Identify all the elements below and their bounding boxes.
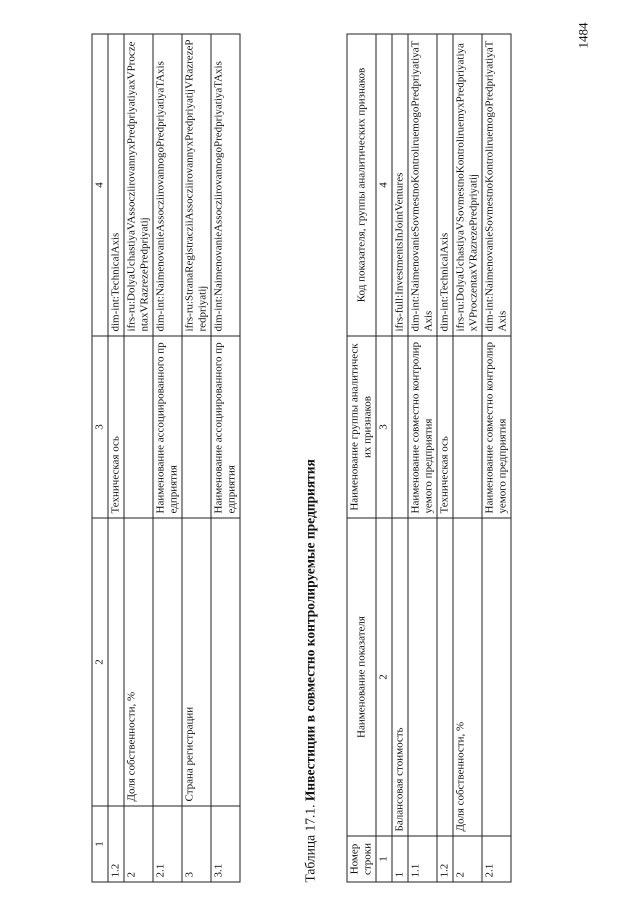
bottom-table <box>347 34 512 883</box>
indicator-name: Балансовая стоимость <box>392 518 408 836</box>
top-table-header-row <box>92 34 108 882</box>
table-row <box>153 34 182 882</box>
group-name: Наименование совместно контролируемого предприятия <box>482 336 511 518</box>
table-row <box>453 34 482 882</box>
row-number: 1.2 <box>108 806 124 882</box>
indicator-code: dim-int:NaimenovanieAssocziirovannogoPredpriyatiyaTAxis <box>153 34 182 336</box>
bottom-table-subheader-row <box>376 34 392 882</box>
group-name: Техническая ось <box>437 336 453 518</box>
group-name: Наименование ассоциированного предприятия <box>211 336 240 518</box>
indicator-name <box>482 518 511 836</box>
table-row <box>108 34 124 882</box>
subheader-cell: 3 <box>376 336 392 518</box>
indicator-name <box>108 518 124 806</box>
column-header-indicator-code: Код показателя, группы аналитических признаков <box>347 34 376 336</box>
indicator-name <box>437 518 453 836</box>
group-name: Техническая ось <box>108 336 124 518</box>
table-row <box>482 34 511 882</box>
row-number: 2 <box>453 836 482 882</box>
bottom-table-header-row <box>347 34 376 882</box>
group-name <box>392 336 408 518</box>
subheader-cell: 1 <box>376 836 392 882</box>
indicator-name: Доля собственности, % <box>124 518 153 806</box>
row-number: 1 <box>392 836 408 882</box>
table-row <box>437 34 453 882</box>
top-table <box>92 34 241 883</box>
caption-prefix: Таблица 17.1. <box>302 801 318 883</box>
row-number: 2.1 <box>482 836 511 882</box>
group-name <box>124 336 153 518</box>
indicator-code: dim-int:NaimenovanieSovmestnoKontroliruemogoPredpriyatiyaTAxis <box>482 34 511 336</box>
table-caption <box>302 35 320 883</box>
table-row <box>211 34 240 882</box>
row-number: 2.1 <box>153 806 182 882</box>
indicator-code: dim-int:NaimenovanieSovmestnoKontroliruemogoPredpriyatiyaTAxis <box>408 34 437 336</box>
indicator-code: ifrs-ru:StranaRegistracziiAssocziirovannyxPredpriyatijVRazrezePredpriyatij <box>182 34 211 336</box>
rotated-content <box>1 0 640 905</box>
header-cell: 1 <box>92 806 108 882</box>
column-header-group-name: Наименование группы аналитических признаков <box>347 336 376 518</box>
group-name <box>453 336 482 518</box>
column-header-row-number: Номер строки <box>347 836 376 882</box>
indicator-name <box>211 518 240 806</box>
row-number: 1.1 <box>408 836 437 882</box>
row-number: 1.2 <box>437 836 453 882</box>
indicator-code: ifrs-ru:DolyaUchastiyaVAssocziirovannyxPredpriyatiyaxVProczentaxVRazrezePredpriyatij <box>124 34 153 336</box>
subheader-cell: 2 <box>376 518 392 836</box>
page-number: 1484 <box>575 22 591 49</box>
indicator-name: Доля собственности, % <box>453 518 482 836</box>
indicator-code: dim-int:TechnicalAxis <box>437 34 453 336</box>
table-row <box>182 34 211 882</box>
indicator-code: ifrs-full:InvestmentsInJointVentures <box>392 34 408 336</box>
row-number: 2 <box>124 806 153 882</box>
header-cell: 4 <box>92 34 108 336</box>
table-row <box>392 34 408 882</box>
group-name <box>182 336 211 518</box>
row-number: 3.1 <box>211 806 240 882</box>
header-cell: 3 <box>92 336 108 518</box>
indicator-code: dim-int:NaimenovanieAssocziirovannogoPredpriyatiyaTAxis <box>211 34 240 336</box>
indicator-code: ifrs-ru:DolyaUchastiyaVSovmestnoKontroliruemyxPredpriyatiyaxVProczentaxVRazrezePredpriyatij <box>453 34 482 336</box>
column-header-indicator-name: Наименование показателя <box>347 518 376 836</box>
caption-title: Инвестиции в совместно контролируемые предприятия <box>302 459 318 802</box>
table-row <box>408 34 437 882</box>
indicator-name <box>408 518 437 836</box>
indicator-name <box>153 518 182 806</box>
header-cell: 2 <box>92 518 108 806</box>
subheader-cell: 4 <box>376 34 392 336</box>
table-row <box>124 34 153 882</box>
indicator-code: dim-int:TechnicalAxis <box>108 34 124 336</box>
indicator-name: Страна регистрации <box>182 518 211 806</box>
group-name: Наименование ассоциированного предприятия <box>153 336 182 518</box>
group-name: Наименование совместно контролируемого предприятия <box>408 336 437 518</box>
row-number: 3 <box>182 806 211 882</box>
